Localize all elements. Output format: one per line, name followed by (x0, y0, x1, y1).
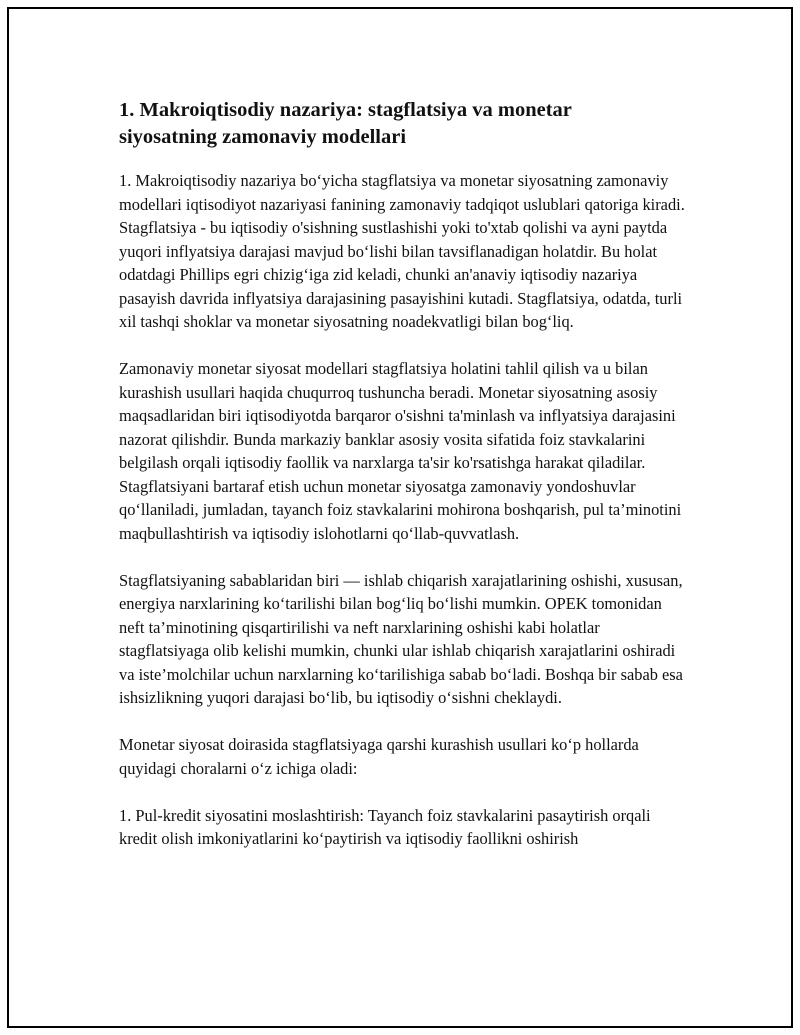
paragraph-4: Monetar siyosat doirasida stagflatsiyaga qarshi kurashish usullari ko‘p hollarda quyidagi choralarni o‘z ichiga oladi: (119, 735, 639, 778)
paragraph-3: Stagflatsiyaning sabablaridan biri — ishlab chiqarish xarajatlarining oshishi, xususan, energiya narxlarining ko‘tarilishi bilan bog‘liq bo‘lishi mumkin. OPEK tomonidan neft ta’minotining qisqartirilishi va neft narxlarining oshishi kabi holatlar stagflatsiyaga olib kelishi mumkin, chunki ular ishlab chiqarish xarajatlarini oshiradi va iste’molchilar uchun narxlarning ko‘tarilishiga sabab bo‘ladi. Boshqa bir sabab esa ishsizlikning yuqori darajasi bo‘lib, bu iqtisodiy o‘sishni cheklaydi. (119, 570, 683, 707)
paragraph-5: 1. Pul-kredit siyosatini moslashtirish: Tayanch foiz stavkalarini pasaytirish orqali kredit olish imkoniyatlarini ko‘paytirish va iqtisodiy faollikni oshirish (119, 805, 651, 848)
document-title-line-2: siyosatning zamonaviy modellari (119, 126, 407, 148)
paragraph-1: 1. Makroiqtisodiy nazariya bo‘yicha stagflatsiya va monetar siyosatning zamonaviy modellari iqtisodiyot nazariyasi fanining zamonaviy tadqiqot uslublari qatoriga kiradi. Stagflatsiya - bu iqtisodiy o'sishning sustlashishi yoki to'xtab qolishi va ayni paytda yuqori inflyatsiya darajasi mavjud bo‘lishi bilan tavsiflanadigan holatdir. Bu holat odatdagi Phillips egri chizig‘iga zid keladi, chunki an'anaviy iqtisodiy nazariya pasayish davrida inflyatsiya darajasining pasayishini kutadi. Stagflatsiya, odatda, turli xil tashqi shoklar va monetar siyosatning noadekvatligi bilan bog‘liq. (119, 171, 685, 331)
document-title (119, 97, 691, 151)
page-frame (7, 7, 793, 1028)
paragraph-2: Zamonaviy monetar siyosat modellari stagflatsiya holatini tahlil qilish va u bilan kurashish usullari haqida chuqurroq tushuncha beradi. Monetar siyosatning asosiy maqsadlaridan biri iqtisodiyotda barqaror o'sishni ta'minlash va inflyatsiya darajasini nazorat qilishdir. Bunda markaziy banklar asosiy vosita sifatida foiz stavkalarini belgilash orqali iqtisodiy faollik va narxlarga ta'sir ko'rsatishga harakat qiladilar. Stagflatsiyani bartaraf etish uchun monetar siyosatga zamonaviy yondoshuvlar qo‘llaniladi, jumladan, tayanch foiz stavkalarini mohirona boshqarish, pul ta’minotini maqbullashtirish va iqtisodiy islohotlarni qo‘llab-quvvatlash. (119, 359, 682, 543)
document-title-line-1: 1. Makroiqtisodiy nazariya: stagflatsiya va monetar (119, 99, 572, 121)
document-body (119, 97, 691, 851)
